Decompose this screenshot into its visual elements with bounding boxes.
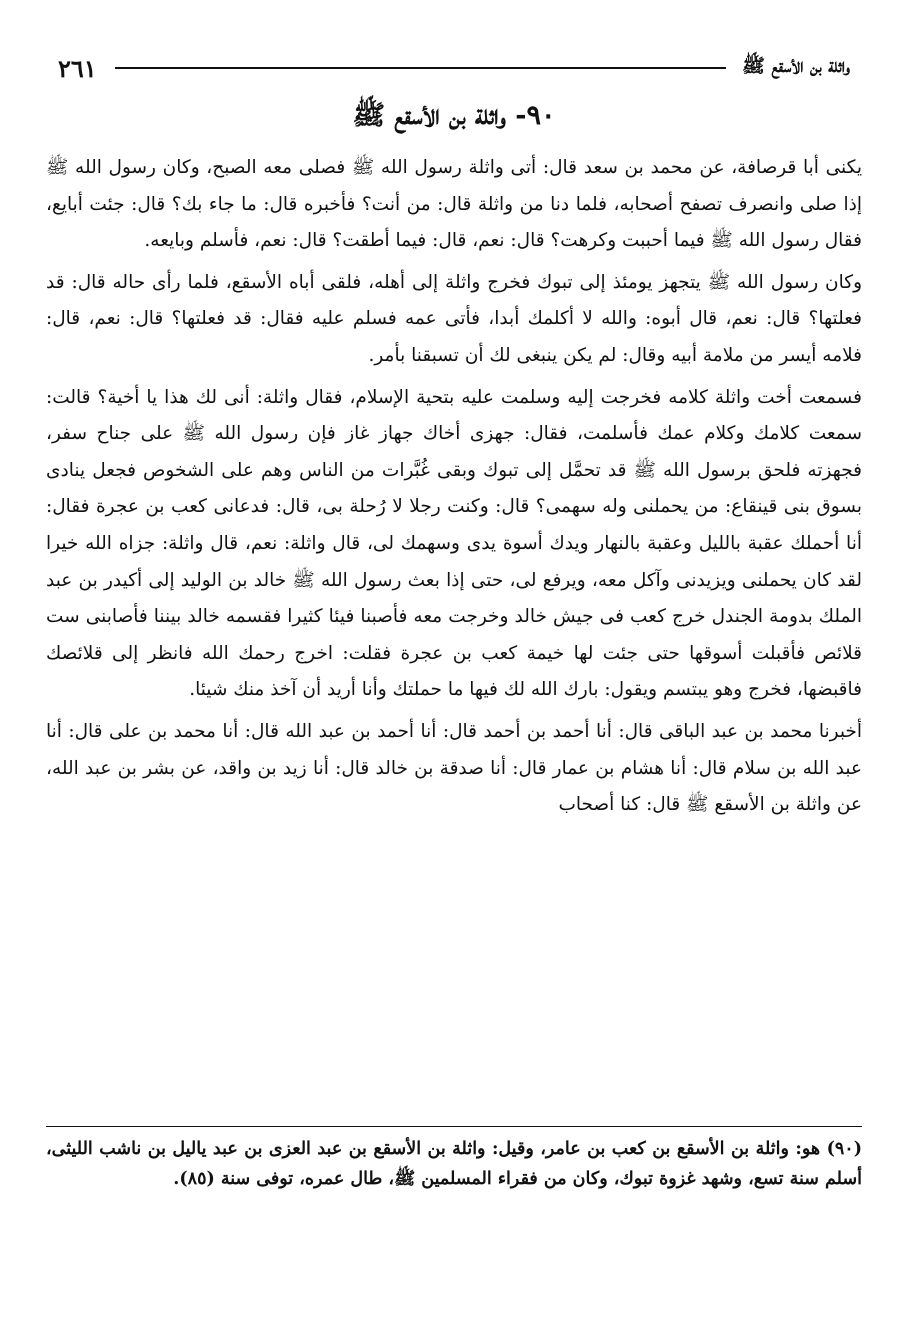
paragraph: فسمعت أخت واثلة كلامه فخرجت إليه وسلمت عليه بتحية الإسلام، فقال واثلة: أنى لك هذا يا أخية؟ قالت: سمعت كلامك وكلام عمك فأسلمت، فقال: جهزى أخاك جهاز غاز فإن رسول الله ﷺ على جناح سفر، فجهزته فلحق برسول الله ﷺ قد تحمَّل إلى تبوك وبقى غُبَّرات من الناس وهم على الشخوص فجعل ينادى بسوق بنى قينقاع: من يحملنى وله سهمى؟ قال: وكنت رجلا لا رُحلة بى، قال: فدعانى كعب بن عجرة فقال: أنا أحملك عقبة بالليل وعقبة بالنهار ويدك أسوة يدى وسهمك لى، قال واثلة: نعم، قال واثلة: جزاه الله خيرا لقد كان يحملنى ويزيدنى وآكل معه، ويرفع لى، حتى إذا بعث رسول الله ﷺ خالد بن الوليد إلى أكيدر بن عبد الملك بدومة الجندل خرج كعب فى جيش خالد وخرجت معه فأصبنا فيئا كثيرا فقسمه خالد بيننا فأصابنى ست قلائص فأقبلت أسوقها حتى جئت لها خيمة كعب بن عجرة فقلت: اخرج رحمك الله فانظر إلى قلائصك فاقبضها، فخرج وهو يبتسم ويقول: بارك الله لك فيها ما حملتك وأنا أريد أن آخذ منك شيئا. <box>46 386 862 701</box>
chapter-title: ٩٠- واثلة بن الأسقع ﷺ <box>352 100 556 131</box>
paragraph: أخبرنا محمد بن عبد الباقى قال: أنا أحمد بن أحمد قال: أنا أحمد بن عبد الله قال: أنا محمد بن على قال: أنا عبد الله بن سلام قال: أنا هشام بن عمار قال: أنا صدقة بن خالد قال: أنا زيد بن واقد، عن بشر بن عبد الله، عن واثلة بن الأسقع ﷺ قال: كنا أصحاب <box>46 720 862 816</box>
paragraph: وكان رسول الله ﷺ يتجهز يومئذ إلى تبوك فخرج واثلة إلى أهله، فلقى أباه الأسقع، فلما رأى حاله قال: قد فعلتها؟ قال: نعم، قال أبوه: والله لا أكلمك أبدا، فأتى عمه فسلم عليه فقال: قد فعلتها؟ قال: نعم، قال: فلامه أيسر من ملامة أبيه وقال: لم يكن ينبغى لك أن تسبقنا بأمر. <box>46 271 862 366</box>
paragraph: يكنى أبا قرصافة، عن محمد بن سعد قال: أتى واثلة رسول الله ﷺ فصلى معه الصبح، وكان رسول الله ﷺ إذا صلى وانصرف تصفح أصحابه، فلما دنا من واثلة قال: من أنت؟ فأخبره قال: ما جاء بك؟ قال: جئت أبايع، فقال رسول الله ﷺ فيما أحببت وكرهت؟ قال: نعم، قال: فيما أطقت؟ قال: نعم، فأسلم وبايعه. <box>46 157 862 252</box>
running-title: واثلة بن الأسقع ﷺ <box>742 55 850 77</box>
header-rule <box>115 67 726 69</box>
running-header <box>58 50 850 86</box>
body-text <box>46 150 862 829</box>
page-number: ٢٦١ <box>58 53 97 83</box>
footnote: (٩٠) هو: واثلة بن الأسقع بن كعب بن عامر، وقيل: واثلة بن الأسقع بن عبد العزى بن عبد ياليل بن ناشب الليثى، أسلم سنة تسع، وشهد غزوة تبوك، وكان من فقراء المسلمين ﷺ، طال عمره، توفى سنة (٨٥). <box>46 1139 862 1189</box>
footnote-rule <box>46 1126 862 1127</box>
